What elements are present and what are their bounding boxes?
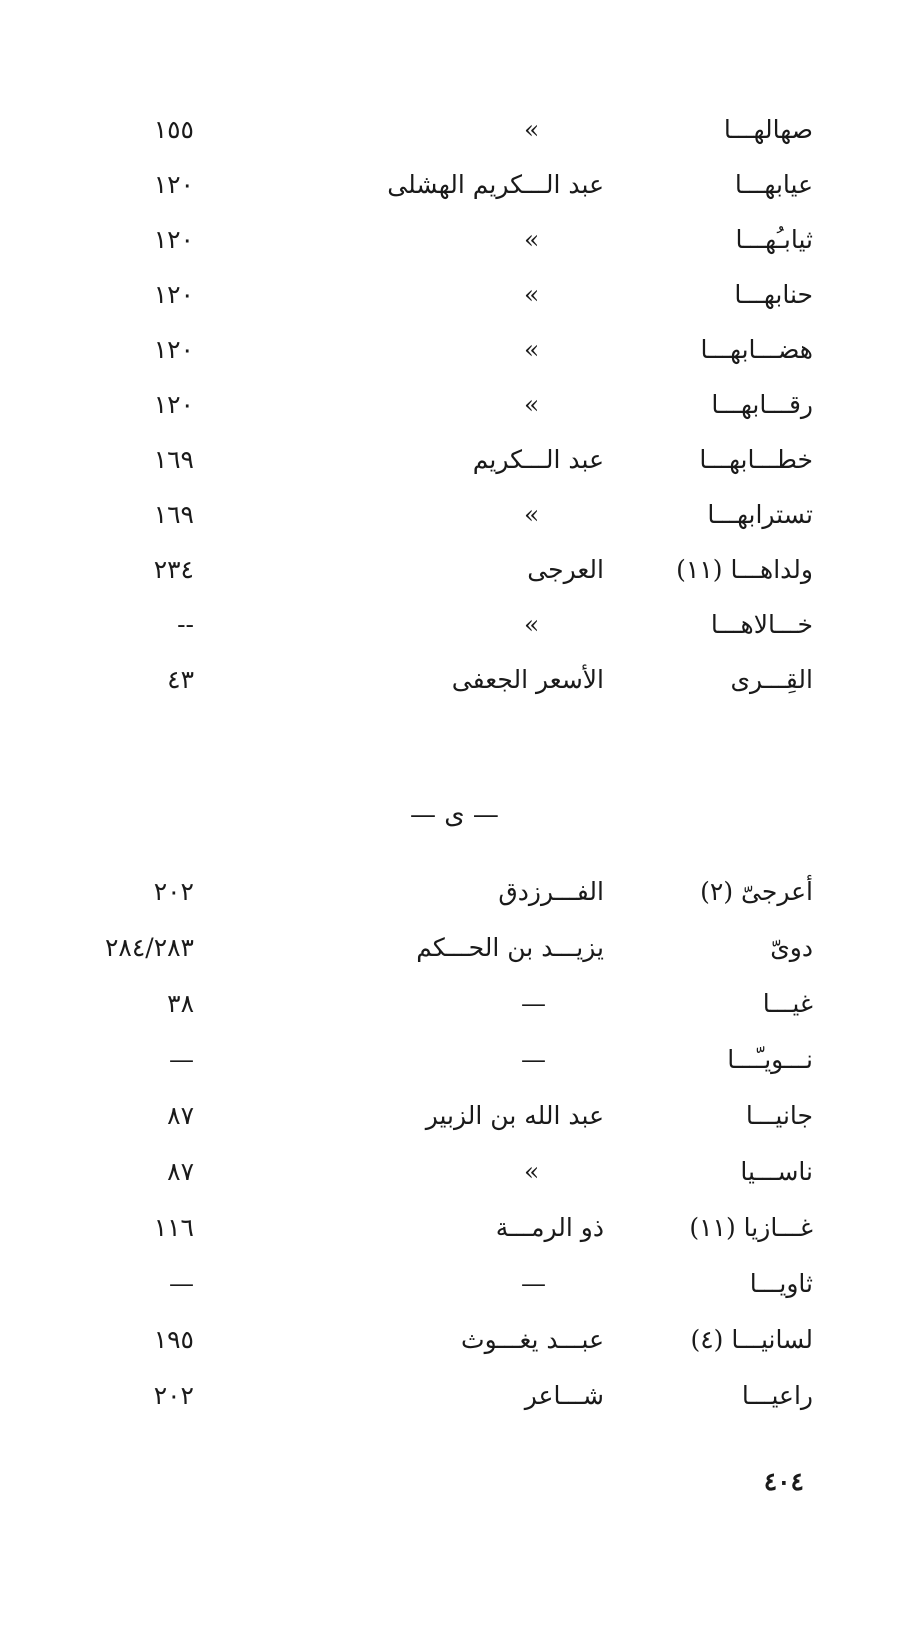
rhyme-word: أعرجىّ (٢): [700, 877, 813, 906]
poet-ditto-mark: »: [524, 610, 540, 639]
index-row: [0, 328, 909, 372]
page-reference: ١١٦: [153, 1213, 194, 1242]
rhyme-word: نـــويـّـــا: [727, 1045, 813, 1074]
index-row: [0, 108, 909, 152]
page-reference: ٨٧: [167, 1101, 194, 1130]
page-reference: ٣٨: [167, 989, 194, 1018]
poet-name: عبد الـــكريم الهشلى: [387, 170, 604, 199]
index-row: [0, 383, 909, 427]
poet-name: الفـــرزدق: [498, 877, 604, 906]
index-row: [0, 1038, 909, 1082]
index-row: [0, 163, 909, 207]
index-row: [0, 218, 909, 262]
rhyme-word: لسانيـــا (٤): [690, 1325, 813, 1354]
rhyme-word: صهالهـــا: [723, 115, 813, 144]
index-row: [0, 548, 909, 592]
poet-dash: —: [521, 989, 546, 1018]
rhyme-word: ولداهـــا (١١): [676, 555, 813, 584]
poet-ditto-mark: »: [524, 335, 540, 364]
index-row: [0, 1150, 909, 1194]
rhyme-word: غيـــا: [762, 989, 813, 1018]
page-reference: ١٥٥: [153, 115, 194, 144]
rhyme-word: هضـــابهـــا: [700, 335, 813, 364]
index-row: [0, 273, 909, 317]
poet-name: عبد الله بن الزبير: [425, 1101, 604, 1130]
rhyme-word: غـــازيا (١١): [689, 1213, 813, 1242]
index-row: [0, 493, 909, 537]
page-reference: ١٦٩: [153, 500, 194, 529]
rhyme-word: دوىّ: [770, 933, 813, 962]
poet-name: يزيـــد بن الحـــكم: [416, 933, 604, 962]
page-reference: ١٩٥: [153, 1325, 194, 1354]
rhyme-word: خطـــابهـــا: [699, 445, 813, 474]
rhyme-word: القِـــرى: [730, 665, 813, 694]
page-reference: ١٦٩: [153, 445, 194, 474]
page-reference: ٢٠٢: [153, 877, 194, 906]
index-row: [0, 926, 909, 970]
rhyme-word: ثاويـــا: [749, 1269, 813, 1298]
section-heading: — ى —: [410, 800, 499, 830]
rhyme-word: جانيـــا: [745, 1101, 813, 1130]
rhyme-word: ثيابـُهـــا: [735, 225, 813, 254]
poet-name: العرجى: [527, 555, 604, 584]
rhyme-word: حنابهـــا: [734, 280, 813, 309]
poet-ditto-mark: »: [524, 280, 540, 309]
page-reference: ٢٨٤/٢٨٣: [105, 933, 194, 962]
page-reference: ٢٠٢: [153, 1381, 194, 1410]
rhyme-word: رقـــابهـــا: [711, 390, 813, 419]
index-row: [0, 1094, 909, 1138]
poet-ditto-mark: »: [524, 115, 540, 144]
poet-ditto-mark: »: [524, 225, 540, 254]
poet-ditto-mark: »: [524, 1157, 540, 1186]
index-row: [0, 658, 909, 702]
index-row: [0, 603, 909, 647]
rhyme-word: تسترابهـــا: [707, 500, 813, 529]
poet-name: عبد الـــكريم: [472, 445, 604, 474]
page-reference: ١٢٠: [153, 280, 194, 309]
page-reference: --: [177, 610, 194, 639]
rhyme-word: خـــالاهـــا: [710, 610, 813, 639]
poet-name: الأسعر الجعفى: [451, 665, 604, 694]
page-reference: ٤٣: [167, 665, 194, 694]
index-row: [0, 438, 909, 482]
poet-dash: —: [521, 1269, 546, 1298]
poet-name: ذو الرمـــة: [495, 1213, 604, 1242]
page-reference: ١٢٠: [153, 335, 194, 364]
page-reference: —: [169, 1045, 194, 1074]
index-row: [0, 870, 909, 914]
page-reference: ١٢٠: [153, 170, 194, 199]
page-reference: —: [169, 1269, 194, 1298]
index-row: [0, 1374, 909, 1418]
poet-ditto-mark: »: [524, 390, 540, 419]
index-row: [0, 982, 909, 1026]
poet-dash: —: [521, 1045, 546, 1074]
page-reference: ١٢٠: [153, 390, 194, 419]
rhyme-word: ناســـيا: [740, 1157, 813, 1186]
rhyme-word: عيابهـــا: [734, 170, 813, 199]
poet-name: عبـــد يغـــوث: [461, 1325, 604, 1354]
index-row: [0, 1206, 909, 1250]
rhyme-word: راعيـــا: [741, 1381, 813, 1410]
page-reference: ٨٧: [167, 1157, 194, 1186]
poet-name: شـــاعر: [524, 1381, 604, 1410]
page-reference: ١٢٠: [153, 225, 194, 254]
poet-ditto-mark: »: [524, 500, 540, 529]
index-row: [0, 1318, 909, 1362]
index-row: [0, 1262, 909, 1306]
page-reference: ٢٣٤: [153, 555, 194, 584]
page-number: ٤٠٤: [763, 1467, 804, 1496]
